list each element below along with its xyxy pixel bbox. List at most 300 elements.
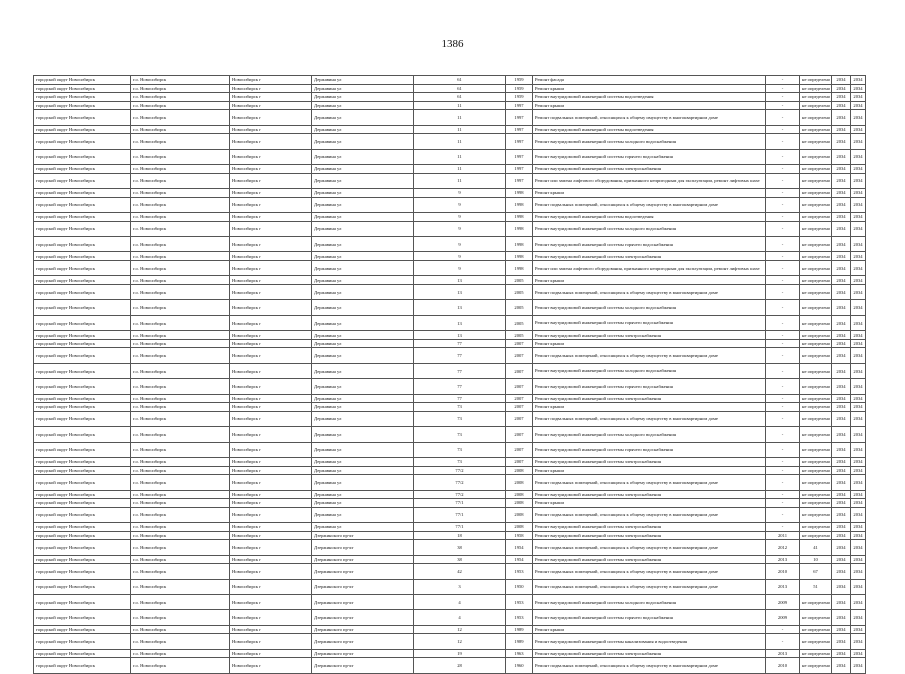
cell-work-type: Ремонт подвальных помещений, относящихся к общему имуществу в многоквартирном доме	[533, 197, 766, 212]
cell-house-number: 12	[414, 625, 506, 634]
repair-schedule-table-wrapper	[33, 75, 865, 674]
cell-plan-year-end: 2034	[851, 595, 866, 610]
table-row	[34, 101, 866, 110]
cell-work-type: Ремонт внутридомовой инженерной системы горячего водоснабжения	[533, 315, 766, 330]
cell-house-number: 61	[414, 76, 506, 85]
cell-city: Новосибирск г	[230, 363, 312, 378]
cell-plan-year-end: 2034	[851, 165, 866, 174]
table-row	[34, 457, 866, 466]
cell-city: Новосибирск г	[230, 300, 312, 315]
cell-municipality: городской округ Новосибирск	[34, 403, 131, 412]
table-row	[34, 84, 866, 93]
cell-wear-percent: не определено	[800, 165, 832, 174]
cell-plan-year-end: 2034	[851, 110, 866, 125]
cell-year-built: 1953	[506, 595, 533, 610]
cell-year-built: 1997	[506, 134, 533, 149]
cell-plan-year-start: 2034	[832, 555, 851, 564]
cell-municipality: городской округ Новосибирск	[34, 149, 131, 164]
cell-last-repair-year: -	[766, 165, 800, 174]
table-row	[34, 189, 866, 198]
cell-city: Новосибирск г	[230, 221, 312, 236]
cell-wear-percent: не определено	[800, 379, 832, 394]
cell-settlement: г.о. Новосибирск	[131, 507, 230, 522]
cell-work-type: Ремонт подвальных помещений, относящихся к общему имуществу в многоквартирном доме	[533, 475, 766, 490]
cell-municipality: городской округ Новосибирск	[34, 285, 131, 300]
cell-plan-year-start: 2034	[832, 149, 851, 164]
cell-plan-year-start: 2034	[832, 165, 851, 174]
cell-plan-year-start: 2034	[832, 93, 851, 102]
cell-plan-year-end: 2034	[851, 363, 866, 378]
cell-settlement: г.о. Новосибирск	[131, 189, 230, 198]
cell-plan-year-start: 2034	[832, 394, 851, 403]
cell-year-built: 1954	[506, 540, 533, 555]
table-row	[34, 213, 866, 222]
table-row	[34, 285, 866, 300]
cell-municipality: городской округ Новосибирск	[34, 625, 131, 634]
cell-plan-year-start: 2034	[832, 507, 851, 522]
cell-plan-year-start: 2034	[832, 523, 851, 532]
table-row	[34, 261, 866, 276]
cell-municipality: городской округ Новосибирск	[34, 658, 131, 673]
cell-city: Новосибирск г	[230, 276, 312, 285]
cell-wear-percent: не определено	[800, 475, 832, 490]
cell-last-repair-year: 2012	[766, 540, 800, 555]
cell-house-number: 73	[414, 427, 506, 442]
cell-city: Новосибирск г	[230, 101, 312, 110]
cell-last-repair-year: -	[766, 221, 800, 236]
cell-plan-year-start: 2034	[832, 285, 851, 300]
cell-work-type: Ремонт подвальных помещений, относящихся к общему имуществу в многоквартирном доме	[533, 658, 766, 673]
cell-city: Новосибирск г	[230, 466, 312, 475]
table-row	[34, 221, 866, 236]
cell-street: Державина ул	[312, 442, 414, 457]
cell-wear-percent: не определено	[800, 339, 832, 348]
cell-municipality: городской округ Новосибирск	[34, 379, 131, 394]
cell-settlement: г.о. Новосибирск	[131, 261, 230, 276]
cell-street: Державина ул	[312, 331, 414, 340]
cell-street: Дзержинского пр-кт	[312, 531, 414, 540]
cell-plan-year-start: 2034	[832, 101, 851, 110]
cell-street: Державина ул	[312, 149, 414, 164]
cell-plan-year-start: 2034	[832, 300, 851, 315]
cell-street: Державина ул	[312, 252, 414, 261]
cell-settlement: г.о. Новосибирск	[131, 427, 230, 442]
cell-last-repair-year: -	[766, 213, 800, 222]
cell-year-built: 1997	[506, 125, 533, 134]
cell-municipality: городской округ Новосибирск	[34, 475, 131, 490]
cell-year-built: 1953	[506, 610, 533, 625]
table-row	[34, 442, 866, 457]
cell-year-built: 2005	[506, 276, 533, 285]
cell-plan-year-start: 2034	[832, 475, 851, 490]
cell-work-type: Ремонт внутридомовой инженерной системы электроснабжения	[533, 394, 766, 403]
cell-settlement: г.о. Новосибирск	[131, 285, 230, 300]
cell-year-built: 1998	[506, 189, 533, 198]
cell-municipality: городской округ Новосибирск	[34, 300, 131, 315]
cell-work-type: Ремонт подвальных помещений, относящихся к общему имуществу в многоквартирном доме	[533, 579, 766, 594]
cell-settlement: г.о. Новосибирск	[131, 403, 230, 412]
cell-work-type: Ремонт внутридомовой инженерной системы электроснабжения	[533, 649, 766, 658]
cell-wear-percent: не определено	[800, 213, 832, 222]
cell-house-number: 13	[414, 315, 506, 330]
cell-plan-year-end: 2034	[851, 134, 866, 149]
cell-last-repair-year: 2013	[766, 555, 800, 564]
cell-municipality: городской округ Новосибирск	[34, 261, 131, 276]
cell-house-number: 77/2	[414, 490, 506, 499]
cell-municipality: городской округ Новосибирск	[34, 457, 131, 466]
cell-wear-percent: 51	[800, 579, 832, 594]
cell-last-repair-year: -	[766, 348, 800, 363]
cell-plan-year-end: 2034	[851, 300, 866, 315]
cell-year-built: 2007	[506, 403, 533, 412]
cell-municipality: городской округ Новосибирск	[34, 427, 131, 442]
cell-settlement: г.о. Новосибирск	[131, 625, 230, 634]
cell-wear-percent: 10	[800, 555, 832, 564]
cell-city: Новосибирск г	[230, 403, 312, 412]
cell-house-number: 77/2	[414, 475, 506, 490]
cell-plan-year-start: 2034	[832, 315, 851, 330]
cell-year-built: 1998	[506, 261, 533, 276]
cell-work-type: Ремонт внутридомовой инженерной системы электроснабжения	[533, 252, 766, 261]
cell-municipality: городской округ Новосибирск	[34, 110, 131, 125]
cell-year-built: 1997	[506, 165, 533, 174]
cell-plan-year-end: 2034	[851, 331, 866, 340]
cell-plan-year-start: 2034	[832, 625, 851, 634]
cell-city: Новосибирск г	[230, 237, 312, 252]
cell-plan-year-end: 2034	[851, 531, 866, 540]
page-number: 1386	[441, 38, 464, 50]
cell-year-built: 1998	[506, 252, 533, 261]
cell-settlement: г.о. Новосибирск	[131, 649, 230, 658]
cell-wear-percent: не определено	[800, 595, 832, 610]
cell-work-type: Ремонт внутридомовой инженерной системы горячего водоснабжения	[533, 442, 766, 457]
cell-work-type: Ремонт внутридомовой инженерной системы электроснабжения	[533, 457, 766, 466]
cell-house-number: 9	[414, 213, 506, 222]
cell-street: Державина ул	[312, 315, 414, 330]
cell-plan-year-end: 2034	[851, 625, 866, 634]
cell-year-built: 2008	[506, 523, 533, 532]
cell-settlement: г.о. Новосибирск	[131, 466, 230, 475]
cell-city: Новосибирск г	[230, 261, 312, 276]
table-row	[34, 149, 866, 164]
table-row	[34, 363, 866, 378]
cell-year-built: 1998	[506, 197, 533, 212]
cell-work-type: Ремонт фасада	[533, 76, 766, 85]
cell-house-number: 77	[414, 348, 506, 363]
cell-work-type: Ремонт подвальных помещений, относящихся к общему имуществу в многоквартирном доме	[533, 507, 766, 522]
cell-work-type: Ремонт внутридомовой инженерной системы холодного водоснабжения	[533, 134, 766, 149]
cell-plan-year-end: 2034	[851, 394, 866, 403]
cell-settlement: г.о. Новосибирск	[131, 531, 230, 540]
cell-work-type: Ремонт крыши	[533, 499, 766, 508]
cell-municipality: городской округ Новосибирск	[34, 579, 131, 594]
cell-plan-year-end: 2034	[851, 84, 866, 93]
cell-street: Дзержинского пр-кт	[312, 658, 414, 673]
cell-house-number: 13	[414, 331, 506, 340]
cell-plan-year-end: 2034	[851, 442, 866, 457]
cell-wear-percent: не определено	[800, 261, 832, 276]
cell-city: Новосибирск г	[230, 285, 312, 300]
cell-settlement: г.о. Новосибирск	[131, 76, 230, 85]
cell-year-built: 1950	[506, 579, 533, 594]
cell-plan-year-end: 2034	[851, 221, 866, 236]
cell-municipality: городской округ Новосибирск	[34, 564, 131, 579]
cell-last-repair-year: -	[766, 490, 800, 499]
cell-house-number: 9	[414, 197, 506, 212]
cell-last-repair-year: -	[766, 76, 800, 85]
cell-municipality: городской округ Новосибирск	[34, 363, 131, 378]
cell-plan-year-end: 2034	[851, 339, 866, 348]
cell-wear-percent: не определено	[800, 276, 832, 285]
cell-house-number: 73	[414, 403, 506, 412]
cell-last-repair-year: -	[766, 285, 800, 300]
cell-plan-year-start: 2034	[832, 348, 851, 363]
cell-work-type: Ремонт внутридомовой инженерной системы электроснабжения	[533, 331, 766, 340]
cell-plan-year-start: 2034	[832, 610, 851, 625]
cell-plan-year-start: 2034	[832, 76, 851, 85]
cell-last-repair-year: -	[766, 499, 800, 508]
cell-plan-year-end: 2034	[851, 93, 866, 102]
cell-year-built: 2008	[506, 499, 533, 508]
table-row	[34, 403, 866, 412]
cell-year-built: 2005	[506, 285, 533, 300]
cell-work-type: Ремонт крыши	[533, 466, 766, 475]
cell-settlement: г.о. Новосибирск	[131, 173, 230, 188]
cell-year-built: 1954	[506, 555, 533, 564]
cell-plan-year-end: 2034	[851, 610, 866, 625]
cell-plan-year-end: 2034	[851, 189, 866, 198]
cell-last-repair-year: -	[766, 625, 800, 634]
cell-plan-year-end: 2034	[851, 475, 866, 490]
cell-settlement: г.о. Новосибирск	[131, 634, 230, 649]
cell-municipality: городской округ Новосибирск	[34, 531, 131, 540]
cell-settlement: г.о. Новосибирск	[131, 300, 230, 315]
cell-house-number: 11	[414, 149, 506, 164]
cell-plan-year-start: 2034	[832, 237, 851, 252]
cell-last-repair-year: 2010	[766, 658, 800, 673]
cell-settlement: г.о. Новосибирск	[131, 610, 230, 625]
cell-city: Новосибирск г	[230, 134, 312, 149]
cell-wear-percent: не определено	[800, 173, 832, 188]
cell-house-number: 77	[414, 394, 506, 403]
cell-settlement: г.о. Новосибирск	[131, 276, 230, 285]
cell-plan-year-end: 2034	[851, 252, 866, 261]
cell-wear-percent: не определено	[800, 499, 832, 508]
cell-house-number: 11	[414, 125, 506, 134]
cell-city: Новосибирск г	[230, 579, 312, 594]
cell-last-repair-year: -	[766, 84, 800, 93]
cell-plan-year-end: 2034	[851, 649, 866, 658]
cell-house-number: 77	[414, 363, 506, 378]
table-body	[34, 76, 866, 674]
table-row	[34, 315, 866, 330]
table-row	[34, 237, 866, 252]
cell-municipality: городской округ Новосибирск	[34, 197, 131, 212]
cell-wear-percent: не определено	[800, 237, 832, 252]
cell-municipality: городской округ Новосибирск	[34, 555, 131, 564]
cell-street: Державина ул	[312, 348, 414, 363]
cell-plan-year-start: 2034	[832, 427, 851, 442]
cell-last-repair-year: -	[766, 110, 800, 125]
cell-plan-year-end: 2034	[851, 315, 866, 330]
cell-plan-year-end: 2034	[851, 76, 866, 85]
cell-settlement: г.о. Новосибирск	[131, 523, 230, 532]
cell-last-repair-year: -	[766, 149, 800, 164]
cell-work-type: Ремонт подвальных помещений, относящихся к общему имуществу в многоквартирном доме	[533, 540, 766, 555]
cell-plan-year-end: 2034	[851, 149, 866, 164]
cell-last-repair-year: -	[766, 261, 800, 276]
cell-plan-year-start: 2034	[832, 442, 851, 457]
cell-wear-percent: не определено	[800, 189, 832, 198]
cell-city: Новосибирск г	[230, 540, 312, 555]
cell-plan-year-start: 2034	[832, 411, 851, 426]
cell-municipality: городской округ Новосибирск	[34, 348, 131, 363]
cell-municipality: городской округ Новосибирск	[34, 507, 131, 522]
cell-house-number: 73	[414, 442, 506, 457]
cell-house-number: 73	[414, 457, 506, 466]
cell-municipality: городской округ Новосибирск	[34, 165, 131, 174]
table-row	[34, 579, 866, 594]
cell-last-repair-year: 2010	[766, 564, 800, 579]
cell-street: Державина ул	[312, 276, 414, 285]
cell-settlement: г.о. Новосибирск	[131, 93, 230, 102]
cell-street: Дзержинского пр-кт	[312, 634, 414, 649]
cell-work-type: Ремонт внутридомовой инженерной системы холодного водоснабжения	[533, 363, 766, 378]
cell-plan-year-end: 2034	[851, 555, 866, 564]
cell-last-repair-year: -	[766, 507, 800, 522]
cell-last-repair-year: -	[766, 442, 800, 457]
cell-work-type: Ремонт крыши	[533, 101, 766, 110]
cell-work-type: Ремонт внутридомовой инженерной системы электроснабжения	[533, 555, 766, 564]
cell-city: Новосибирск г	[230, 457, 312, 466]
cell-settlement: г.о. Новосибирск	[131, 499, 230, 508]
cell-wear-percent: не определено	[800, 610, 832, 625]
cell-work-type: Ремонт внутридомовой инженерной системы электроснабжения	[533, 531, 766, 540]
cell-street: Державина ул	[312, 93, 414, 102]
cell-street: Державина ул	[312, 457, 414, 466]
cell-wear-percent: не определено	[800, 252, 832, 261]
cell-city: Новосибирск г	[230, 610, 312, 625]
cell-work-type: Ремонт подвальных помещений, относящихся к общему имуществу в многоквартирном доме	[533, 110, 766, 125]
cell-plan-year-end: 2034	[851, 348, 866, 363]
cell-work-type: Ремонт внутридомовой инженерной системы холодного водоснабжения	[533, 427, 766, 442]
table-row	[34, 411, 866, 426]
cell-street: Державина ул	[312, 110, 414, 125]
cell-wear-percent: не определено	[800, 442, 832, 457]
cell-work-type: Ремонт внутридомовой инженерной системы горячего водоснабжения	[533, 237, 766, 252]
cell-house-number: 9	[414, 189, 506, 198]
cell-plan-year-start: 2034	[832, 125, 851, 134]
cell-municipality: городской округ Новосибирск	[34, 134, 131, 149]
table-row	[34, 173, 866, 188]
cell-house-number: 77/2	[414, 466, 506, 475]
cell-plan-year-start: 2034	[832, 540, 851, 555]
cell-year-built: 2005	[506, 315, 533, 330]
cell-municipality: городской округ Новосибирск	[34, 101, 131, 110]
cell-street: Державина ул	[312, 490, 414, 499]
cell-city: Новосибирск г	[230, 110, 312, 125]
cell-municipality: городской округ Новосибирск	[34, 237, 131, 252]
cell-year-built: 1997	[506, 173, 533, 188]
cell-municipality: городской округ Новосибирск	[34, 411, 131, 426]
cell-settlement: г.о. Новосибирск	[131, 221, 230, 236]
cell-city: Новосибирск г	[230, 339, 312, 348]
cell-settlement: г.о. Новосибирск	[131, 348, 230, 363]
cell-last-repair-year: 2009	[766, 610, 800, 625]
cell-plan-year-start: 2034	[832, 261, 851, 276]
cell-city: Новосибирск г	[230, 564, 312, 579]
cell-settlement: г.о. Новосибирск	[131, 555, 230, 564]
cell-year-built: 1959	[506, 84, 533, 93]
cell-wear-percent: не определено	[800, 101, 832, 110]
cell-settlement: г.о. Новосибирск	[131, 331, 230, 340]
cell-plan-year-end: 2034	[851, 564, 866, 579]
cell-plan-year-start: 2034	[832, 579, 851, 594]
cell-year-built: 1998	[506, 213, 533, 222]
cell-street: Державина ул	[312, 125, 414, 134]
cell-plan-year-start: 2034	[832, 595, 851, 610]
table-row	[34, 610, 866, 625]
cell-work-type: Ремонт или замена лифтового оборудования, признанного непригодным для эксплуатации, ремонт лифтовых шахт	[533, 261, 766, 276]
cell-street: Дзержинского пр-кт	[312, 595, 414, 610]
cell-municipality: городской округ Новосибирск	[34, 595, 131, 610]
cell-wear-percent: не определено	[800, 363, 832, 378]
cell-year-built: 1998	[506, 237, 533, 252]
cell-plan-year-start: 2034	[832, 379, 851, 394]
cell-year-built: 1960	[506, 658, 533, 673]
cell-last-repair-year: -	[766, 339, 800, 348]
cell-city: Новосибирск г	[230, 252, 312, 261]
table-row	[34, 658, 866, 673]
cell-house-number: 13	[414, 285, 506, 300]
cell-municipality: городской округ Новосибирск	[34, 610, 131, 625]
cell-municipality: городской округ Новосибирск	[34, 394, 131, 403]
cell-plan-year-start: 2034	[832, 649, 851, 658]
cell-year-built: 2008	[506, 507, 533, 522]
cell-year-built: 1963	[506, 649, 533, 658]
table-row	[34, 125, 866, 134]
cell-plan-year-start: 2034	[832, 134, 851, 149]
cell-wear-percent: не определено	[800, 134, 832, 149]
cell-wear-percent: не определено	[800, 466, 832, 475]
cell-last-repair-year: -	[766, 403, 800, 412]
cell-last-repair-year: -	[766, 394, 800, 403]
cell-wear-percent: не определено	[800, 507, 832, 522]
cell-last-repair-year: -	[766, 363, 800, 378]
cell-last-repair-year: -	[766, 252, 800, 261]
cell-last-repair-year: -	[766, 457, 800, 466]
cell-house-number: 28	[414, 658, 506, 673]
cell-house-number: 9	[414, 261, 506, 276]
cell-work-type: Ремонт крыши	[533, 403, 766, 412]
cell-settlement: г.о. Новосибирск	[131, 475, 230, 490]
cell-settlement: г.о. Новосибирск	[131, 134, 230, 149]
cell-plan-year-end: 2034	[851, 466, 866, 475]
cell-plan-year-start: 2034	[832, 658, 851, 673]
cell-street: Дзержинского пр-кт	[312, 625, 414, 634]
table-row	[34, 466, 866, 475]
cell-house-number: 77/1	[414, 499, 506, 508]
cell-settlement: г.о. Новосибирск	[131, 252, 230, 261]
cell-work-type: Ремонт внутридомовой инженерной системы холодного водоснабжения	[533, 221, 766, 236]
table-row	[34, 197, 866, 212]
cell-wear-percent: не определено	[800, 523, 832, 532]
cell-wear-percent: не определено	[800, 457, 832, 466]
cell-street: Дзержинского пр-кт	[312, 564, 414, 579]
cell-plan-year-end: 2034	[851, 403, 866, 412]
cell-wear-percent: 67	[800, 564, 832, 579]
cell-year-built: 2007	[506, 348, 533, 363]
